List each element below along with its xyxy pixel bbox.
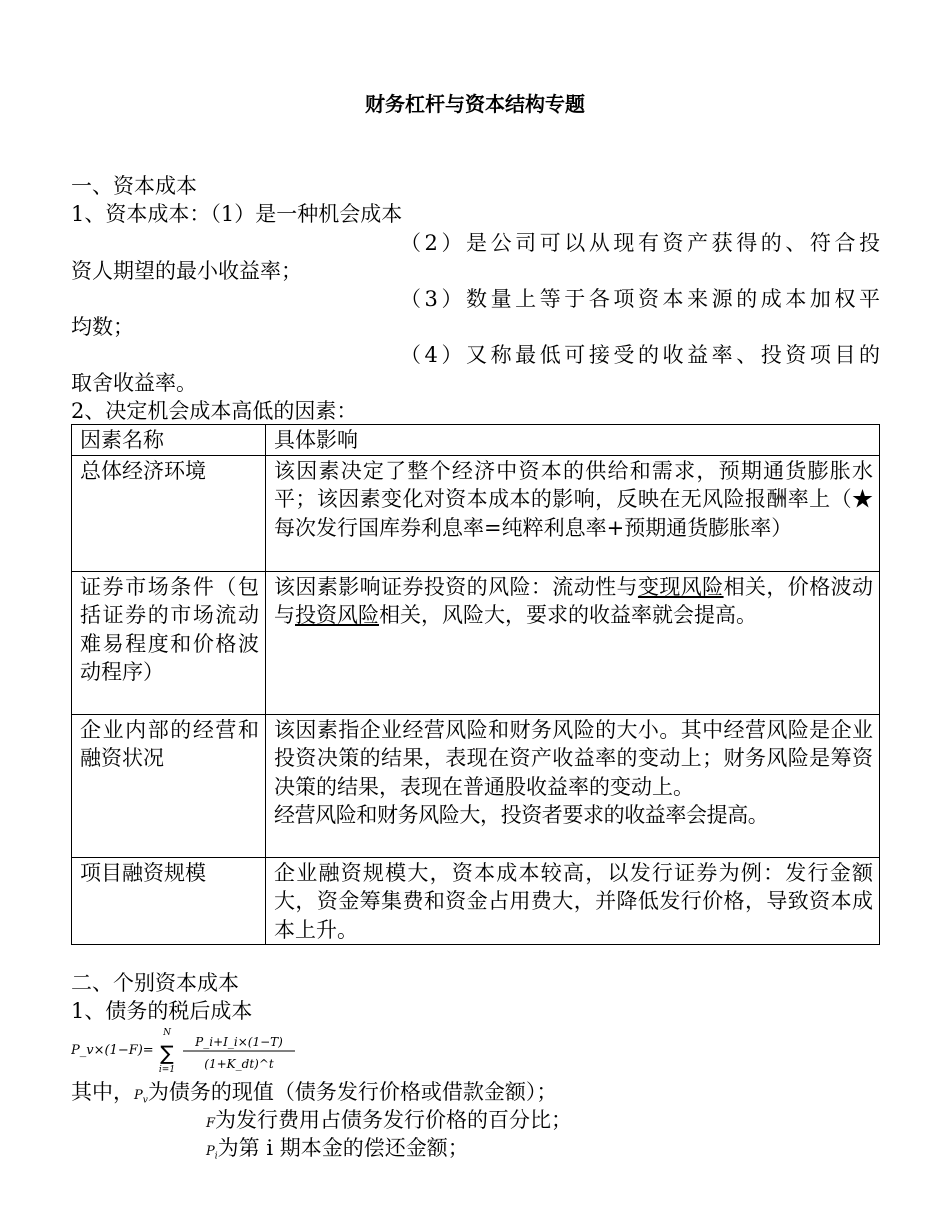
underlined-term: 投资风险 [295,603,379,627]
effect-text: 该因素影响证券投资的风险：流动性与 [274,574,638,599]
section1-item1-point2-cont: 资人期望的最小收益率； [71,259,302,283]
document-title: 财务杠杆与资本结构专题 [365,92,585,116]
table-row [72,571,880,714]
section1-heading: 一、资本成本 [71,174,197,198]
where-text: 为发行费用占债务发行价格的百分比； [215,1108,573,1132]
section1-item1-point2: （2）是公司可以从现有资产获得的、符合投 [400,231,880,255]
symbol-pv: $P_v$ [134,1088,148,1106]
effect-text: 相关，价格波动与 [274,574,874,627]
section1-item1-point4: （4）又称最低可接受的收益率、投资项目的 [400,343,880,367]
table-header-cell: 具体影响 [266,425,880,456]
factor-name-cell: 证券市场条件（包括证券的市场流动难易程度和价格波动程序） [72,571,266,714]
debt-cost-formula [71,1024,311,1074]
formula-lhs: P_v×(1−F)= [71,1043,154,1058]
section1-item1-point4-cont: 取舍收益率。 [71,371,197,395]
effect-text: 经营风险和财务风险大，投资者要求的收益率会提高。 [274,803,769,827]
factor-effect-cell [266,571,880,714]
symbol-pi: $P_i$ [206,1144,218,1162]
factor-name-cell: 总体经济环境 [72,455,266,571]
factor-effect-cell [266,714,880,857]
where-line-3 [206,1134,469,1171]
section2-heading: 二、个别资本成本 [71,971,239,995]
section1-item1-point3: （3）数量上等于各项资本来源的成本加权平 [400,287,880,311]
where-text: 为第 i 期本金的偿还金额； [217,1136,469,1160]
where-prefix: 其中， [71,1080,134,1104]
section1-item1-point3-cont: 均数； [71,315,134,339]
effect-text: 相关，风险大，要求的收益率就会提高。 [379,603,757,627]
factor-name-cell: 项目融资规模 [72,857,266,945]
formula-sum-upper: N [163,1028,171,1038]
section1-item2: 2、决定机会成本高低的因素： [71,399,358,423]
where-text: 为债务的现值（债务发行价格或借款金额）； [147,1080,558,1104]
factor-effect-cell: 该因素决定了整个经济中资本的供给和需求，预期通货膨胀水平；该因素变化对资本成本的影响，反映在无风险报酬率上（★每次发行国库券利息率=纯粹利息率+预期通货膨胀率） [266,455,880,571]
factors-table [71,424,880,945]
effect-text: 该因素指企业经营风险和财务风险的大小。其中经营风险是企业投资决策的结果，表现在资产收益率的变动上；财务风险是筹资决策的结果，表现在普通股收益率的变动上。 [274,717,873,799]
table-row [72,857,880,945]
table-row [72,455,880,571]
symbol-f: F [206,1116,216,1131]
factor-name-cell: 企业内部的经营和融资状况 [72,714,266,857]
table-header-cell: 因素名称 [72,425,266,456]
sigma-icon: ∑ [160,1041,174,1065]
underlined-term: 变现风险 [637,574,724,599]
formula-sum-lower: i=1 [158,1065,176,1074]
formula-numerator: P_i+I_i×(1−T) [195,1035,283,1049]
table-header-row [72,425,880,456]
factor-effect-cell: 企业融资规模大，资本成本较高，以发行证券为例：发行金额大，资金筹集费和资金占用费大，并降低发行价格，导致资本成本上升。 [266,857,880,945]
section2-item1: 1、债务的税后成本 [71,999,253,1023]
table-row [72,714,880,857]
section1-item1-lead: 1、资本成本：（1）是一种机会成本 [71,202,403,226]
formula-denominator: (1+K_dt)^t [204,1057,274,1071]
